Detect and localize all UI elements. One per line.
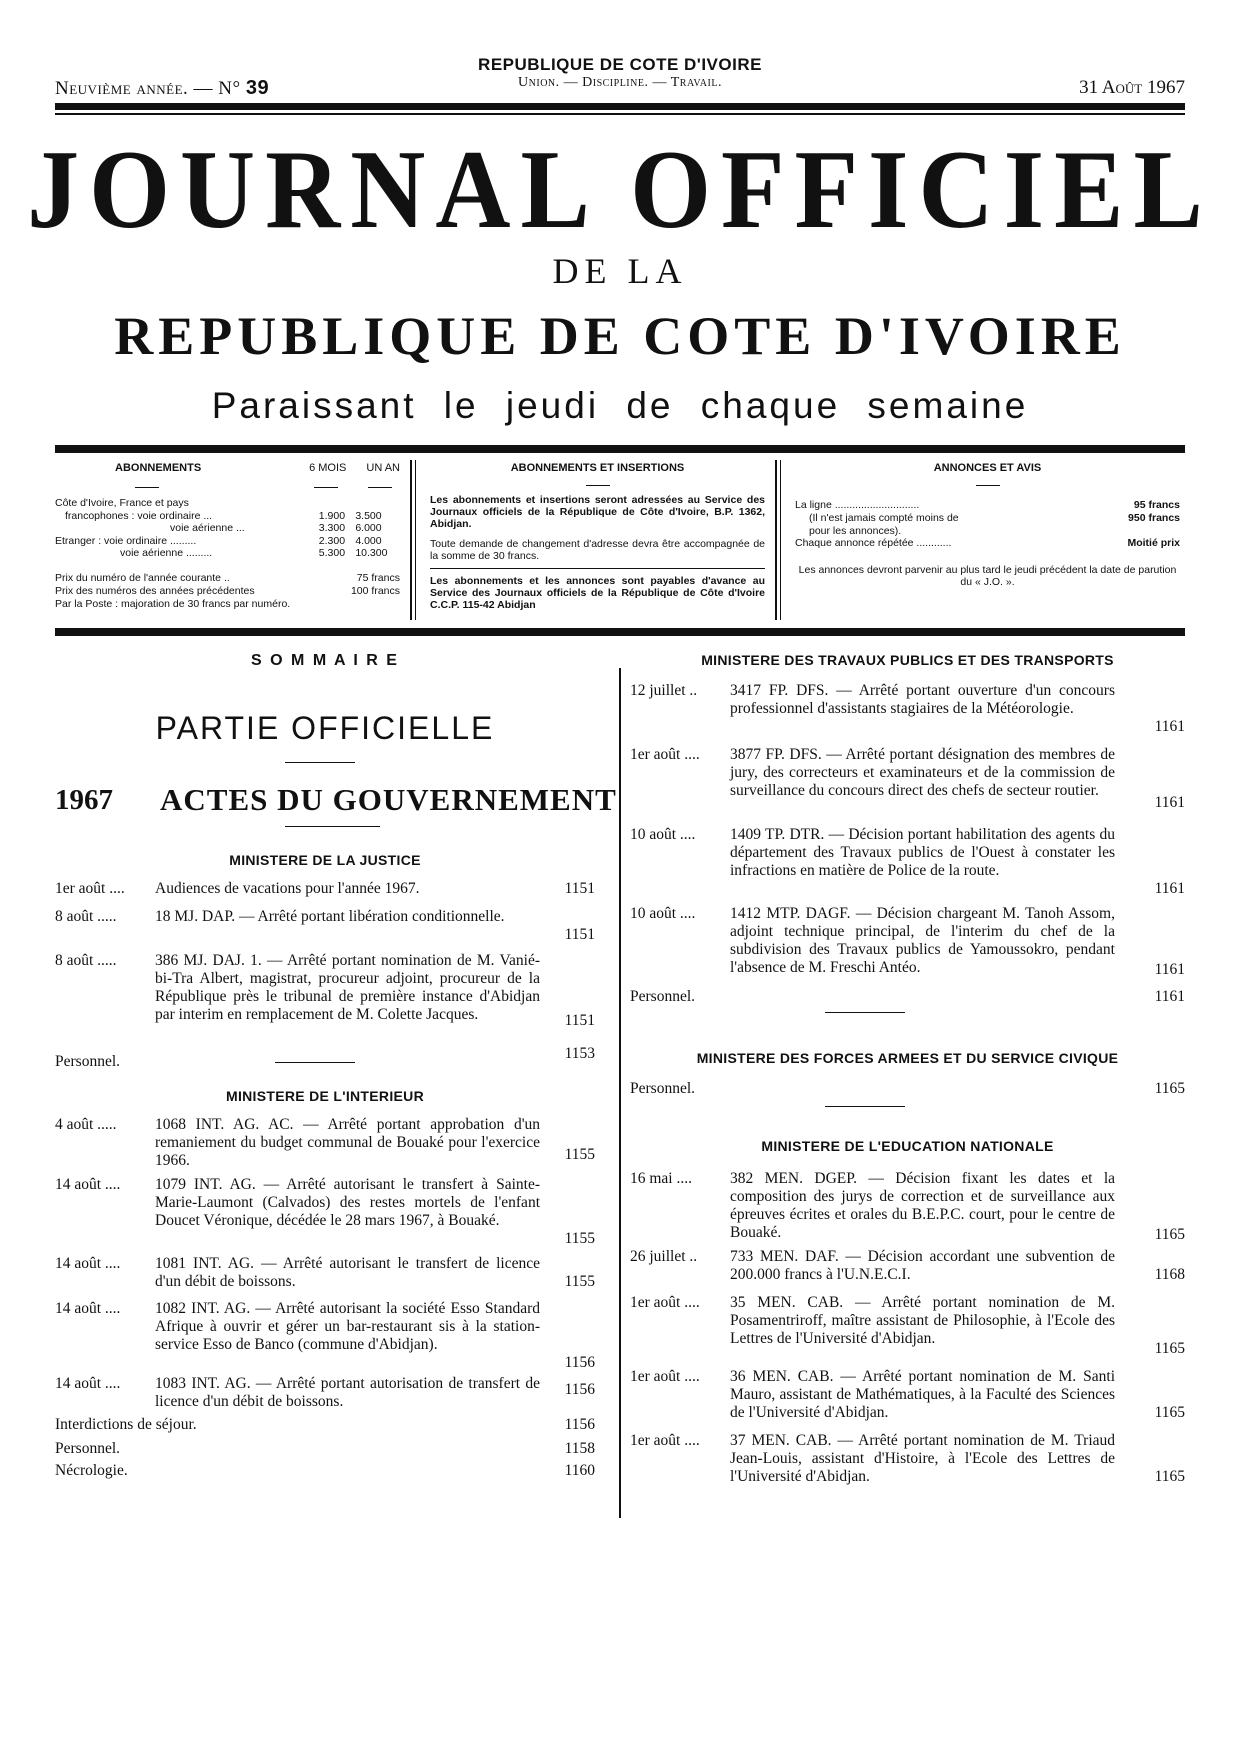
tariff-row-label: voie aérienne ... (170, 522, 245, 534)
education-heading: MINISTERE DE L'EDUCATION NATIONALE (761, 1138, 1054, 1154)
list-item (55, 1440, 595, 1460)
entry-page: 1156 (564, 1354, 595, 1371)
abonnements-heading: ABONNEMENTS (115, 462, 202, 474)
divider (285, 826, 380, 827)
entry-page: 1165 (1154, 1340, 1185, 1357)
entry-text: Personnel. (630, 988, 696, 1005)
entry-text: 1409 TP. DTR. — Décision portant habilitation des agents du département des Travaux publics de l'Ouest à constater les infractions en matière de Police de la route. (730, 826, 1115, 879)
interieur-heading: MINISTERE DE L'INTERIEUR (226, 1088, 424, 1104)
list-item (630, 1080, 1185, 1100)
box-divider (410, 460, 412, 620)
list-item (55, 1176, 595, 1256)
republic-header (455, 55, 785, 91)
issue-info (55, 77, 269, 100)
partie-officielle: PARTIE OFFICIELLE (155, 710, 495, 746)
insertions-column (430, 462, 765, 611)
entry-date: 10 août .... (630, 905, 696, 922)
list-item (630, 826, 1185, 904)
list-item (630, 1170, 1185, 1248)
list-item (55, 1045, 595, 1085)
tariff-1an: 6.000 (355, 522, 382, 534)
entry-page: 1161 (1154, 961, 1185, 978)
entry-text: 36 MEN. CAB. — Arrêté portant nomination de M. Santi Mauro, assistant de Mathématiques, à la Faculté des Sciences de l'Université d'Abidjan. (730, 1368, 1115, 1421)
insertions-text-2: Toute demande de changement d'adresse devra être accompagnée de la somme de 30 francs. (430, 538, 765, 562)
list-item (55, 1375, 595, 1415)
minimum-label-2: pour les annonces). (809, 525, 902, 537)
entry-date: 1er août .... (630, 1294, 700, 1311)
tariff-row-label: Etranger : voie ordinaire ......... (55, 534, 197, 547)
list-item (55, 952, 595, 1042)
entry-date: 1er août .... (55, 880, 125, 897)
entry-page: 1151 (564, 926, 595, 943)
entry-text: Audiences de vacations pour l'année 1967. (155, 880, 420, 897)
minimum-label: (Il n'est jamais compté moins de (809, 512, 959, 524)
entry-page: 1155 (564, 1230, 595, 1247)
list-item (55, 1300, 595, 1378)
ligne-label: La ligne ............................. (795, 499, 920, 511)
box-divider (780, 460, 781, 620)
entry-date: 8 août ..... (55, 952, 117, 969)
divider (285, 762, 355, 763)
entry-page: 1165 (1154, 1226, 1185, 1243)
entry-page: 1165 (1154, 1404, 1185, 1421)
list-item (630, 1248, 1185, 1288)
entry-text: 1412 MTP. DAGF. — Décision chargeant M. Tanoh Assom, adjoint technique principal, de l'interim du chef de la subdivision des Travaux publics de Yamoussokro, pendant l'absence de M. Freschi Antéo. (730, 905, 1115, 976)
entry-text: 1082 INT. AG. — Arrêté autorisant la société Esso Standard Afrique à ouvrir et gérer un bar-restaurant sis à la station-service Esso de Banco (commune d'Abidjan). (155, 1300, 540, 1353)
entry-page: 1161 (1154, 880, 1185, 897)
entry-page: 1161 (1154, 718, 1185, 735)
list-item (55, 880, 595, 900)
issue-date: 31 Août 1967 (1079, 77, 1185, 98)
insertions-heading: ABONNEMENTS ET INSERTIONS (510, 462, 685, 474)
tariff-1an: 10.300 (355, 547, 388, 559)
entry-text: 1081 INT. AG. — Arrêté autorisant le transfert de licence d'un débit de boissons. (155, 1255, 540, 1290)
tariff-row-label: voie aérienne ......... (120, 547, 213, 559)
box-divider (775, 460, 777, 620)
actes-year: 1967 (55, 784, 113, 816)
divider (825, 1012, 905, 1013)
entry-date: 12 juillet .. (630, 682, 698, 699)
list-item (55, 1255, 595, 1295)
prix-value: 100 francs (350, 584, 400, 597)
actes-title: ACTES DU GOUVERNEMENT (160, 782, 617, 817)
forces-heading: MINISTERE DES FORCES ARMEES ET DU SERVICE CIVIQUE (696, 1050, 1119, 1066)
entry-text: Interdictions de séjour. (55, 1416, 197, 1433)
tariff-6mois: 3.300 (318, 522, 346, 534)
header-rule (55, 103, 1185, 110)
entry-text: 1083 INT. AG. — Arrêté portant autorisation de transfert de licence d'un débit de boissons. (155, 1375, 540, 1410)
entry-text: 3877 FP. DFS. — Arrêté portant désignation des membres de jury, des correcteurs et examinateurs et de la commission de surveillance du concours direct des chefs de secteur routier. (730, 746, 1115, 799)
delai-text: Les annonces devront parvenir au plus tard le jeudi précédent la date de parution du « J.O. ». (798, 564, 1177, 588)
tariff-row-label: francophones : voie ordinaire ... (65, 509, 213, 522)
entry-page: 1161 (1154, 988, 1185, 1005)
subscription-box (55, 452, 1185, 627)
repeat-label: Chaque annonce répétée ............ (795, 537, 952, 549)
entry-page: 1160 (564, 1462, 595, 1479)
entry-page: 1158 (564, 1440, 595, 1457)
prix-value: 75 francs (356, 571, 400, 584)
issue-number: 39 (245, 77, 270, 99)
list-item (630, 905, 1185, 985)
entry-text: 35 MEN. CAB. — Arrêté portant nomination de M. Posamentriroff, maître assistant de Philosophie, à l'Ecole des Lettres de l'Université d'Abidjan. (730, 1294, 1115, 1347)
entry-text: Personnel. (55, 1053, 121, 1070)
parution-line: Paraissant le jeudi de chaque semaine (211, 385, 1029, 426)
republic-name: REPUBLIQUE DE COTE D'IVOIRE (478, 55, 762, 74)
entry-text: 3417 FP. DFS. — Arrêté portant ouverture d'un concours professionnel d'assistants stagiaires de la Météorologie. (730, 682, 1115, 717)
list-item (630, 682, 1185, 744)
motto: Union. — Discipline. — Travail. (518, 75, 722, 90)
entry-date: 26 juillet .. (630, 1248, 698, 1265)
list-item (55, 1116, 595, 1182)
entry-date: 14 août .... (55, 1300, 121, 1317)
list-item (630, 746, 1185, 826)
box-bottom-rule (55, 628, 1185, 636)
entry-text: 37 MEN. CAB. — Arrêté portant nomination de M. Triaud Jean-Louis, assistant d'Histoire, à l'Ecole des Lettres de l'Université d'Abidjan. (730, 1432, 1115, 1485)
entry-text: Personnel. (55, 1440, 121, 1457)
entry-text: Personnel. (630, 1080, 696, 1097)
prix-label: Prix du numéro de l'année courante .. (55, 571, 230, 584)
masthead-de-la: DE LA (552, 251, 688, 291)
list-item (55, 908, 595, 948)
insertions-text-1: Les abonnements et insertions seront adressées au Service des Journaux officiels de la République de Côte d'Ivoire, B.P. 1362, Abidjan. (430, 494, 765, 530)
entry-date: 1er août .... (630, 1368, 700, 1385)
list-item (630, 1294, 1185, 1372)
entry-date: 14 août .... (55, 1375, 121, 1392)
prix-poste: Par la Poste : majoration de 30 francs par numéro. (55, 597, 291, 610)
tariff-table (55, 497, 400, 560)
entry-page: 1151 (564, 880, 595, 897)
entry-page: 1156 (564, 1416, 595, 1433)
year-label: Neuvième année. — N° (55, 78, 241, 99)
sommaire-title: S O M M A I R E (251, 652, 399, 669)
annonces-column (795, 462, 1180, 588)
entry-text: 386 MJ. DAJ. 1. — Arrêté portant nomination de M. Vanié-bi-Tra Albert, magistrat, procureur adjoint, procureur de la République près le tribunal de première instance d'Abidjan par interim en remplacement de M. Colette Jacques. (155, 952, 540, 1023)
box-divider (415, 460, 416, 620)
entry-date: 8 août ..... (55, 908, 117, 925)
entry-page: 1156 (564, 1381, 595, 1398)
entry-text: 1068 INT. AG. AC. — Arrêté portant approbation d'un remaniement du budget communal de Bouaké pour l'exercice 1966. (155, 1116, 540, 1169)
tariff-6mois: 2.300 (318, 534, 346, 547)
entry-date: 1er août .... (630, 1432, 700, 1449)
column-separator (619, 668, 621, 1518)
col-6mois: 6 MOIS (309, 462, 347, 474)
entry-page: 1165 (1154, 1468, 1185, 1485)
entry-page: 1165 (1154, 1080, 1185, 1097)
tariff-6mois: 1.900 (318, 509, 346, 522)
entry-date: 10 août .... (630, 826, 696, 843)
abonnements-column (55, 462, 400, 610)
justice-heading: MINISTERE DE LA JUSTICE (229, 852, 421, 868)
tariff-6mois: 5.300 (318, 547, 346, 559)
travaux-heading: MINISTERE DES TRAVAUX PUBLICS ET DES TRANSPORTS (701, 652, 1114, 668)
entry-text: 382 MEN. DGEP. — Décision fixant les dates et la composition des jurys de correction et de surveillance aux épreuves écrites et orales du B.E.P.C. court, pour le centre de Bouaké. (730, 1170, 1115, 1241)
list-item (55, 1416, 595, 1436)
list-item (630, 988, 1185, 1008)
insertions-text-3: Les abonnements et les annonces sont payables d'avance au Service des Journaux officiels de la République de Côte d'Ivoire C.C.P. 115-42 Abidjan (430, 575, 765, 611)
entry-page: 1161 (1154, 794, 1185, 811)
entry-page: 1155 (564, 1146, 595, 1163)
list-item (55, 1462, 595, 1482)
header-bar (55, 55, 1185, 105)
minimum-value: 950 francs (1128, 512, 1180, 524)
journal-title: JOURNAL OFFICIEL (27, 127, 1213, 252)
list-item (630, 1432, 1185, 1492)
entry-page: 1168 (1154, 1266, 1185, 1283)
annonces-heading: ANNONCES ET AVIS (933, 462, 1042, 474)
header-rule-thin (55, 113, 1185, 115)
tariff-1an: 3.500 (355, 509, 382, 522)
entry-text: 733 MEN. DAF. — Décision accordant une subvention de 200.000 francs à l'U.N.E.C.I. (730, 1248, 1115, 1283)
entry-date: 16 mai .... (630, 1170, 692, 1187)
entry-text: Nécrologie. (55, 1462, 128, 1479)
entry-page: 1153 (564, 1045, 595, 1062)
entry-date: 14 août .... (55, 1176, 121, 1193)
entry-date: 4 août ..... (55, 1116, 117, 1133)
entry-page: 1155 (564, 1273, 595, 1290)
entry-text: 18 MJ. DAP. — Arrêté portant libération conditionnelle. (155, 908, 505, 925)
entry-date: 14 août .... (55, 1255, 121, 1272)
tariff-1an: 4.000 (355, 534, 382, 547)
repeat-value: Moitié prix (1127, 537, 1180, 549)
ligne-value: 95 francs (1133, 499, 1180, 511)
divider (825, 1106, 905, 1107)
masthead-republic: REPUBLIQUE DE COTE D'IVOIRE (114, 306, 1126, 366)
divider (275, 1062, 355, 1063)
entry-page: 1151 (564, 1012, 595, 1029)
tariff-row-label: Côte d'Ivoire, France et pays (55, 497, 189, 509)
col-1an: UN AN (366, 462, 400, 474)
list-item (630, 1368, 1185, 1428)
entry-date: 1er août .... (630, 746, 700, 763)
prix-label: Prix des numéros des années précédentes (55, 584, 255, 597)
entry-text: 1079 INT. AG. — Arrêté autorisant le transfert à Sainte-Marie-Laumont (Calvados) des restes mortels de l'enfant Doucet Véronique, décédée le 28 mars 1967, à Bouaké. (155, 1176, 540, 1229)
